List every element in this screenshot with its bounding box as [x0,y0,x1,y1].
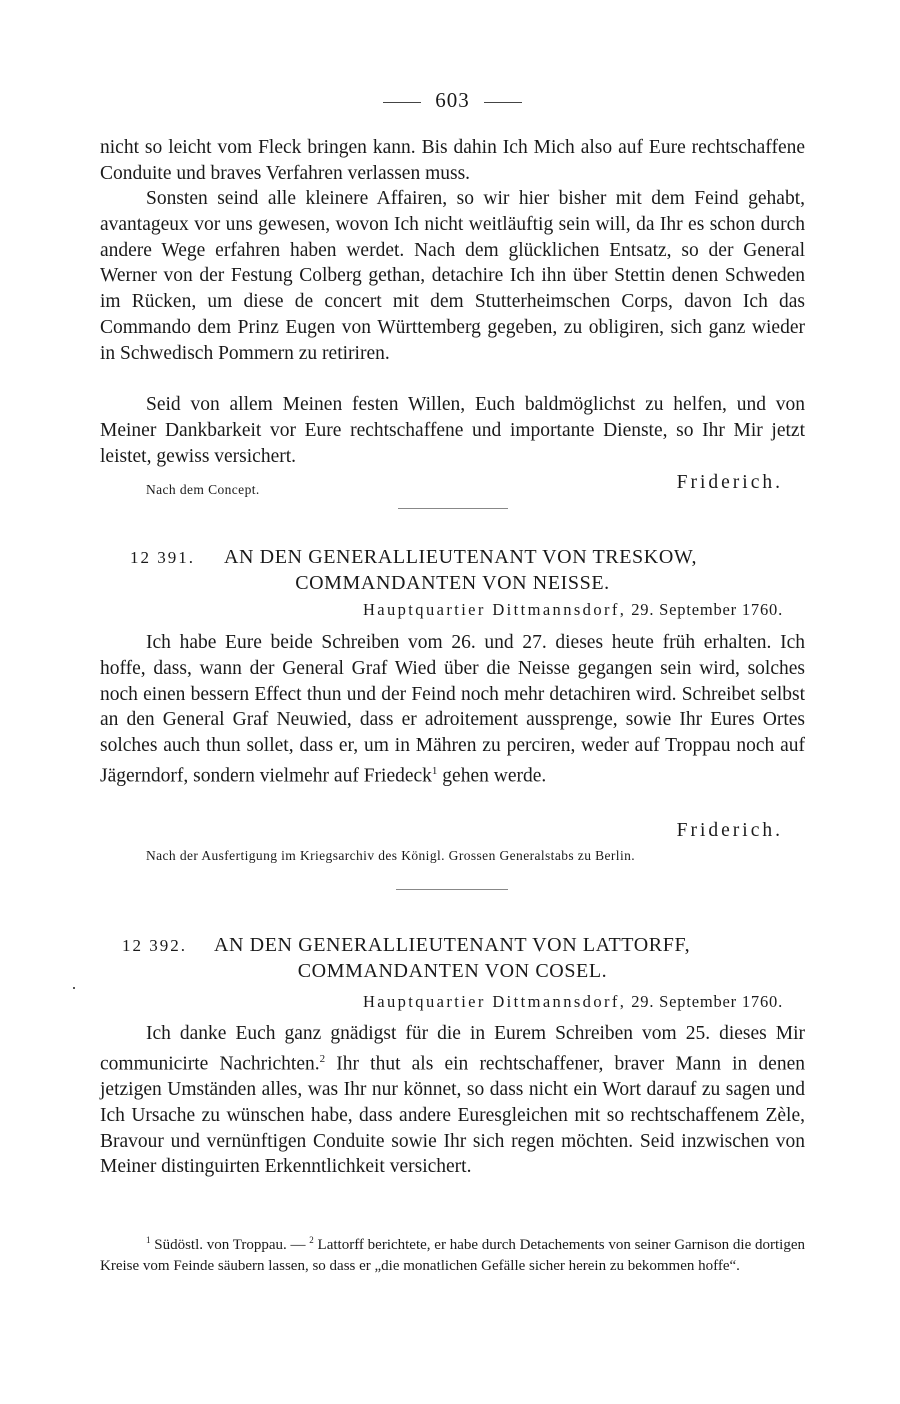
source-note-12391: Nach der Ausfertigung im Kriegsarchiv des Königl. Grossen Generalstabs zu Berlin. [146,848,636,863]
section-divider-1 [398,508,508,509]
place-12392: Hauptquartier Dittmannsdorf, [362,992,627,1011]
body-text-12391: Ich habe Eure beide Schreiben vom 26. und 27. dieses heute früh erhalten. Ich hoffe, dass, wann der General Graf Wied über die Neisse gegangen sein wird, solches noch einen bessern Effect thun und der Feind noch mehr detachiren wird. Schreibet selbst an den General Graf Neuwied, dass er adroitement aussprenge, sowie Ihr Eures Ortes solches auch thun sollet, dass er, um in Mähren zu perciren, weder auf Troppau noch auf Jägerndorf, sondern vielmehr auf Friedeck [100,632,805,787]
source-note-concept: Nach dem Concept. [146,482,260,497]
letter-number-12391: 12 391. [130,548,195,567]
header-dash-left [383,102,421,103]
body-12392 [100,1021,805,1180]
footnote-1-text: Südöstl. von Troppau. — [154,1237,306,1253]
section-divider-2 [396,889,508,890]
footnotes [100,1230,805,1277]
body-text-b-12392: Ihr thut als ein rechtschaffener, braver Mann in denen jetzigen Umständen alles, was Ihr nur könnet, so dass nicht ein Wort darauf zu sagen und Ich Ursache zu wünschen habe, dass andere Euresgleichen mit so rechtschaffenem Zèle, Bravour und vernünftigen Conduite sowie Ihr sich regen möchten. Seid inzwischen von Meiner distinguirten Erkenntlichkeit versichert. [100,1053,805,1178]
signature-12391: Friderich. [676,820,783,841]
page-header [100,88,805,113]
dateline-12391 [363,600,783,620]
date-12391: 29. September 1760. [631,600,783,619]
place-12391: Hauptquartier Dittmannsdorf, [362,600,627,619]
heading-line2-12391: COMMANDANTEN VON NEISSE. [295,572,610,594]
footnote-2-mark: 2 [309,1235,314,1245]
date-12392: 29. September 1760. [631,992,783,1011]
body-end-12391: gehen werde. [442,765,547,787]
footnote-1-mark: 1 [146,1235,151,1245]
paragraph-closing: Seid von allem Meinen festen Willen, Euch baldmöglichst zu helfen, und von Meiner Dankbarkeit vor Eure rechtschaffene und importante Dienste, so Ihr Mir jetzt leistet, gewiss versichert. [100,394,805,467]
paragraph-continuation: nicht so leicht vom Fleck bringen kann. Bis dahin Ich Mich also auf Eure rechtschaffene Conduite und braves Verfahren verlassen muss. [100,137,805,184]
heading-line1-12391: AN DEN GENERALLIEUTENANT VON TRESKOW, [224,546,698,568]
signature-1: Friderich. [676,472,783,493]
footnote-2-text: Lattorff berichtete, er habe durch Detachements von seiner Garnison die dortigen Kreise vom Feinde säubern lassen, so dass er „die monatlichen Gefälle sicher herein zu bekommen hoffe“. [100,1237,805,1274]
header-dash-right [484,102,522,103]
letter-number-12392: 12 392. [122,936,187,955]
footnote-ref-1: 1 [431,764,438,777]
body-text-a-12392: Ich danke Euch ganz gnädigst für die in Eurem Schreiben vom 25. dieses Mir communicirte Nachrichten. [100,1023,805,1075]
body-12391 [100,630,805,789]
dateline-12392 [363,992,783,1012]
heading-line2-12392: COMMANDANTEN VON COSEL. [297,960,608,982]
margin-mark [73,987,75,989]
paragraph-affairs: Sonsten seind alle kleinere Affairen, so wir hier bisher mit dem Feind gehabt, avantageux vor uns gewesen, wovon Ich nicht weitläuftig sein will, da Ihr es schon durch andere Wege erfahren haben werdet. Nach dem glücklichen Entsatz, so der General Werner von der Festung Colberg gethan, detachire Ich ihn über Stettin denen Schweden im Rücken, um diese de concert mit dem Stutterheimschen Corps, davon Ich das Commando dem Prinz Eugen von Württemberg gegeben, zu obligiren, sich ganz wieder in Schwedisch Pommern zu retiriren. [100,188,805,364]
heading-line1-12392: AN DEN GENERALLIEUTENANT VON LATTORFF, [214,934,691,956]
footnote-ref-2: 2 [319,1052,326,1065]
page-number: 603 [435,88,470,112]
